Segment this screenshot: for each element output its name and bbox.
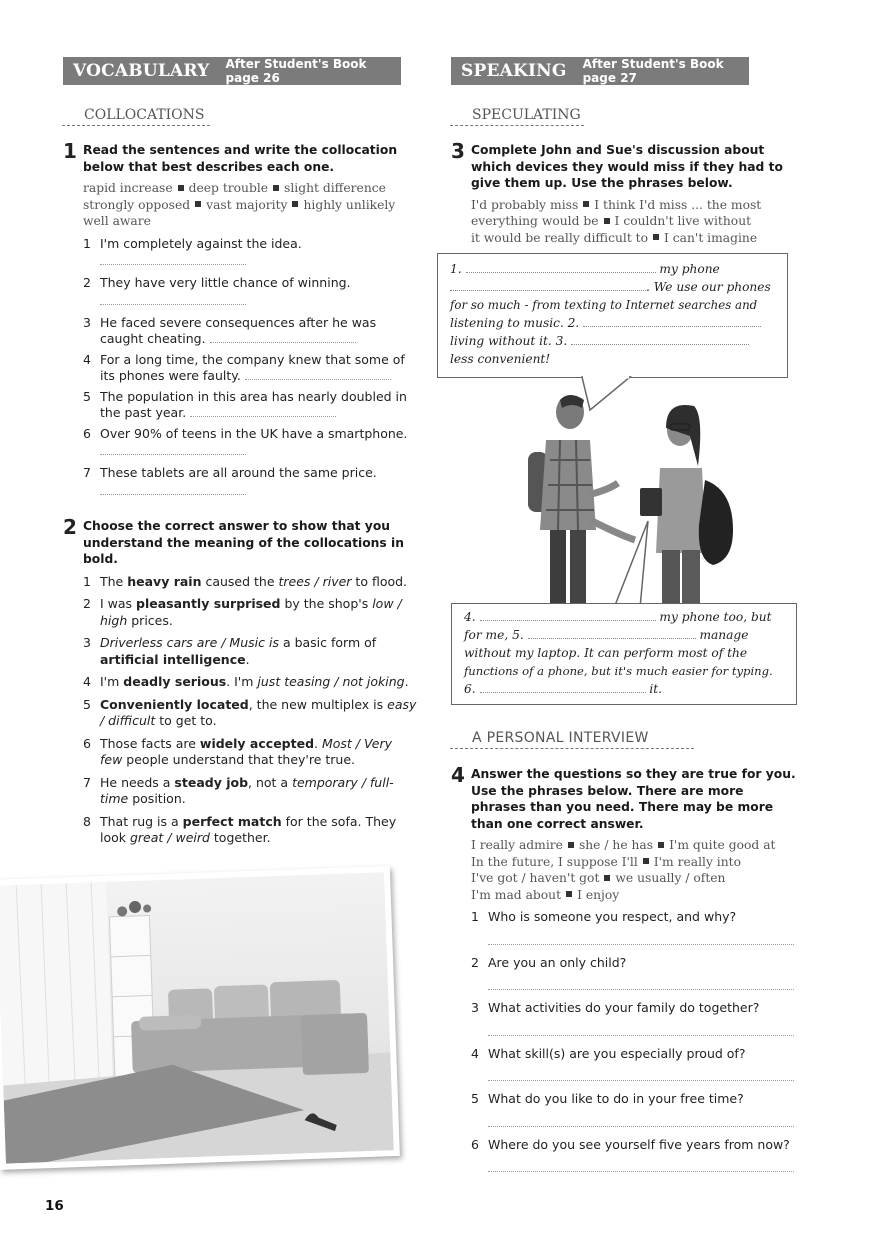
- item-text: I was: [100, 596, 137, 611]
- phrase: we usually / often: [615, 871, 726, 885]
- list-item: [83, 635, 418, 668]
- item-number: 6: [471, 1136, 479, 1152]
- question-text: Who is someone you respect, and why?: [488, 909, 737, 924]
- page-number: 16: [45, 1198, 64, 1214]
- item-text: prices.: [127, 612, 173, 628]
- item-text: I'm: [100, 674, 124, 689]
- bubble-text: for so much - from texting to Internet searches and: [450, 298, 758, 312]
- answer-blank[interactable]: [100, 294, 246, 305]
- item-number: 4: [83, 351, 91, 367]
- exercise-1: [63, 139, 418, 495]
- question-text: Where do you see yourself five years from now?: [488, 1136, 790, 1152]
- blank-number: 4.: [464, 610, 476, 624]
- answer-blank[interactable]: [450, 281, 646, 291]
- list-item: [471, 1137, 801, 1173]
- answer-blank[interactable]: [245, 369, 391, 380]
- list-item: [83, 574, 418, 591]
- item-text: .: [314, 735, 322, 751]
- item-text: , not a: [248, 774, 293, 790]
- bubble-text: it.: [649, 682, 663, 696]
- speaking-banner: [451, 57, 749, 85]
- living-room-photo: [0, 866, 400, 1170]
- phrase: I think I'd miss ... the most: [594, 197, 762, 212]
- square-bullet-icon: [195, 201, 201, 207]
- phrase-bank: [471, 837, 801, 903]
- phrase: slight difference: [284, 181, 386, 195]
- answer-blank[interactable]: [480, 683, 646, 693]
- list-item: [83, 674, 418, 691]
- phrase: highly unlikely: [303, 197, 396, 212]
- exercise-4-items: [471, 909, 801, 1172]
- square-bullet-icon: [178, 185, 184, 191]
- exercise-number: 3: [451, 139, 465, 163]
- item-text: together.: [209, 830, 271, 845]
- item-number: 1: [83, 573, 91, 589]
- list-item: [83, 736, 418, 769]
- square-bullet-icon: [653, 234, 659, 240]
- phrase: deep trouble: [188, 181, 269, 195]
- exercise-instruction: Read the sentences and write the collocation below that best describes each one.: [83, 143, 398, 174]
- phrase: strongly opposed: [83, 197, 191, 212]
- item-number: 2: [471, 954, 479, 970]
- question-text: What skill(s) are you especially proud of?: [488, 1045, 746, 1061]
- exercise-instruction: Choose the correct answer to show that you understand the meaning of the collocations in bold.: [83, 519, 404, 566]
- bold-collocation: heavy rain: [127, 573, 202, 589]
- phrase: I'm mad about: [471, 887, 562, 902]
- bubble-text: manage: [699, 628, 749, 642]
- list-item: [83, 275, 418, 305]
- square-bullet-icon: [292, 201, 298, 207]
- item-text: .: [245, 651, 250, 667]
- section-heading-personal-interview: A PERSONAL INTERVIEW: [450, 730, 694, 749]
- backpack: [699, 480, 733, 565]
- exercise-number: 4: [451, 763, 465, 787]
- exercise-instruction: Answer the questions so they are true for you. Use the phrases below. There are more phrases than you need. There may be more than one correct answer.: [471, 767, 796, 831]
- answer-blank[interactable]: [210, 332, 356, 343]
- item-text: For a long time, the company knew that some of its phones were faulty.: [100, 351, 405, 383]
- exercise-number: 1: [63, 139, 77, 163]
- answer-choice[interactable]: low / high: [100, 596, 402, 628]
- square-bullet-icon: [568, 842, 574, 848]
- item-number: 4: [83, 674, 91, 689]
- answer-blank[interactable]: [190, 406, 336, 417]
- answer-choice[interactable]: easy / difficult: [100, 696, 417, 728]
- list-item: [83, 697, 418, 730]
- phrase: vast majority: [206, 197, 288, 212]
- item-number: 5: [83, 696, 91, 712]
- item-number: 5: [471, 1091, 479, 1106]
- list-item: [471, 909, 801, 945]
- bold-collocation: deadly serious: [123, 674, 227, 689]
- item-text: , the new multiplex is: [248, 696, 388, 712]
- answer-blank[interactable]: [100, 254, 246, 265]
- exercise-1-items: [83, 236, 418, 495]
- answer-blank[interactable]: [488, 1161, 794, 1172]
- bubble-text: functions of a phone, but it's much easier for typing.: [464, 664, 773, 678]
- phrase: everything would be: [471, 214, 599, 228]
- item-text: for the sofa. They look: [100, 813, 397, 845]
- square-bullet-icon: [604, 218, 610, 224]
- answer-blank[interactable]: [100, 484, 246, 495]
- exercise-instruction: Complete John and Sue's discussion about which devices they would miss if they had to give them up. Use the phrases below.: [471, 143, 783, 190]
- list-item: [83, 426, 418, 456]
- list-item: [471, 1046, 801, 1082]
- phrase: rapid increase: [83, 181, 173, 195]
- phrase: I'm really into: [653, 854, 742, 869]
- phrase: I've got / haven't got: [471, 871, 600, 885]
- square-bullet-icon: [583, 201, 589, 207]
- answer-choice[interactable]: Driverless cars are / Music is: [100, 635, 279, 650]
- item-text: by the shop's: [280, 596, 373, 611]
- bubble-text: my phone: [659, 262, 720, 276]
- item-number: 7: [83, 774, 91, 790]
- exercise-2: [63, 515, 418, 847]
- item-text: I'm completely against the idea.: [100, 235, 302, 251]
- item-text: .: [404, 674, 409, 689]
- bold-collocation: artificial intelligence: [100, 651, 246, 667]
- bubble-text: my phone too, but: [659, 610, 772, 624]
- item-number: 2: [83, 275, 91, 290]
- item-text: They have very little chance of winning.: [100, 275, 351, 290]
- item-text: He needs a: [100, 774, 175, 790]
- banner-subtitle: After Student's Book page 27: [582, 57, 724, 85]
- phrase: I enjoy: [577, 887, 620, 902]
- item-number: 3: [83, 314, 91, 330]
- item-number: 3: [83, 635, 91, 650]
- phrase: In the future, I suppose I'll: [471, 854, 638, 869]
- item-number: 7: [83, 465, 91, 480]
- phrase: I'm quite good at: [669, 838, 776, 852]
- banner-title: SPEAKING: [461, 61, 567, 81]
- list-item: [83, 465, 418, 495]
- blank-number: 6.: [464, 682, 476, 696]
- square-bullet-icon: [566, 891, 572, 897]
- speech-bubble-tail: [610, 520, 660, 610]
- phrase: I really admire: [471, 838, 563, 852]
- item-number: 3: [471, 1000, 479, 1015]
- answer-choice[interactable]: temporary / full-time: [100, 774, 394, 806]
- answer-choice[interactable]: trees / river: [278, 573, 352, 589]
- item-number: 8: [83, 813, 91, 829]
- item-text: . I'm: [226, 674, 258, 689]
- phrase-bank: [83, 180, 418, 230]
- living-room-illustration: [0, 872, 394, 1163]
- bubble-text: living without it. 3.: [450, 334, 568, 348]
- item-number: 6: [83, 425, 91, 441]
- item-text: Over 90% of teens in the UK have a smartphone.: [100, 425, 408, 441]
- item-text: a basic form of: [278, 635, 377, 650]
- bubble-text: without my laptop. It can perform most of the: [464, 646, 748, 660]
- item-number: 5: [83, 388, 91, 404]
- bold-collocation: perfect match: [182, 813, 282, 829]
- item-text: people understand that they're true.: [122, 752, 356, 767]
- exercise-3: [451, 139, 796, 246]
- answer-blank[interactable]: [528, 629, 696, 639]
- bold-collocation: pleasantly surprised: [136, 596, 281, 611]
- square-bullet-icon: [643, 858, 649, 864]
- question-text: What do you like to do in your free time?: [488, 1091, 744, 1106]
- item-text: caused the: [201, 573, 279, 589]
- banner-title: VOCABULARY: [73, 61, 210, 81]
- answer-blank[interactable]: [488, 1116, 794, 1127]
- bubble-text: listening to music. 2.: [450, 316, 580, 330]
- square-bullet-icon: [658, 842, 664, 848]
- answer-blank[interactable]: [100, 444, 246, 455]
- answer-blank[interactable]: [571, 335, 749, 345]
- phrase: well aware: [83, 214, 151, 228]
- list-item: [83, 236, 418, 266]
- item-text: to get to.: [155, 713, 217, 728]
- vocabulary-banner: [63, 57, 401, 85]
- speech-bubble-john: [437, 253, 788, 378]
- list-item: [83, 352, 418, 385]
- list-item: [83, 814, 418, 847]
- square-bullet-icon: [273, 185, 279, 191]
- answer-blank[interactable]: [480, 611, 656, 621]
- banner-subtitle: After Student's Book page 26: [225, 57, 367, 85]
- phrase: I'd probably miss: [471, 197, 579, 212]
- list-item: [83, 596, 418, 629]
- phrase-bank: [471, 197, 796, 247]
- speech-bubble-sue: [451, 603, 797, 705]
- plant: [117, 906, 127, 916]
- list-item: [471, 955, 801, 991]
- answer-blank[interactable]: [488, 1070, 794, 1081]
- bold-collocation: steady job: [174, 774, 249, 790]
- phrase: I couldn't live without: [614, 214, 752, 228]
- exercise-2-items: [83, 574, 418, 847]
- answer-choice[interactable]: Most / Very few: [100, 735, 393, 767]
- section-heading-collocations: COLLOCATIONS: [62, 107, 210, 126]
- bold-collocation: Conveniently located: [100, 696, 249, 712]
- item-number: 1: [83, 235, 91, 251]
- item-text: The population in this area has nearly doubled in the past year.: [100, 388, 407, 420]
- phrase: I can't imagine: [664, 230, 758, 245]
- question-text: What activities do your family do together?: [488, 1000, 760, 1015]
- answer-blank[interactable]: [488, 1025, 794, 1036]
- item-text: to flood.: [351, 573, 408, 589]
- item-number: 2: [83, 596, 91, 611]
- bubble-text: less convenient!: [450, 352, 551, 366]
- answer-blank[interactable]: [488, 934, 794, 945]
- blank-number: 1.: [450, 262, 462, 276]
- answer-choice[interactable]: great / weird: [129, 830, 210, 845]
- question-text: Are you an only child?: [488, 954, 627, 970]
- answer-choice[interactable]: just teasing / not joking: [257, 674, 405, 689]
- book: [640, 488, 662, 516]
- bold-collocation: widely accepted: [199, 735, 315, 751]
- list-item: [83, 775, 418, 808]
- list-item: [471, 1000, 801, 1036]
- square-bullet-icon: [604, 875, 610, 881]
- answer-blank[interactable]: [466, 263, 656, 273]
- item-text: Those facts are: [100, 735, 200, 751]
- exercise-number: 2: [63, 515, 77, 539]
- phrase: it would be really difficult to: [471, 230, 649, 245]
- item-text: position.: [128, 791, 186, 806]
- item-text: That rug is a: [100, 813, 183, 829]
- exercise-4: [451, 763, 801, 1172]
- phrase: she / he has: [578, 838, 654, 852]
- bubble-text: . We use our phones: [646, 280, 771, 294]
- list-item: [471, 1091, 801, 1127]
- section-heading-speculating: SPECULATING: [450, 107, 584, 126]
- item-number: 1: [471, 909, 479, 924]
- bubble-text: for me, 5.: [464, 628, 524, 642]
- item-text: These tablets are all around the same price.: [100, 465, 377, 480]
- item-number: 6: [83, 735, 91, 751]
- item-text: The: [100, 573, 128, 589]
- answer-blank[interactable]: [583, 317, 761, 327]
- item-text: He faced severe consequences after he was caught cheating.: [100, 314, 377, 346]
- list-item: [83, 389, 418, 422]
- answer-blank[interactable]: [488, 979, 794, 990]
- item-number: 4: [471, 1045, 479, 1061]
- list-item: [83, 315, 418, 348]
